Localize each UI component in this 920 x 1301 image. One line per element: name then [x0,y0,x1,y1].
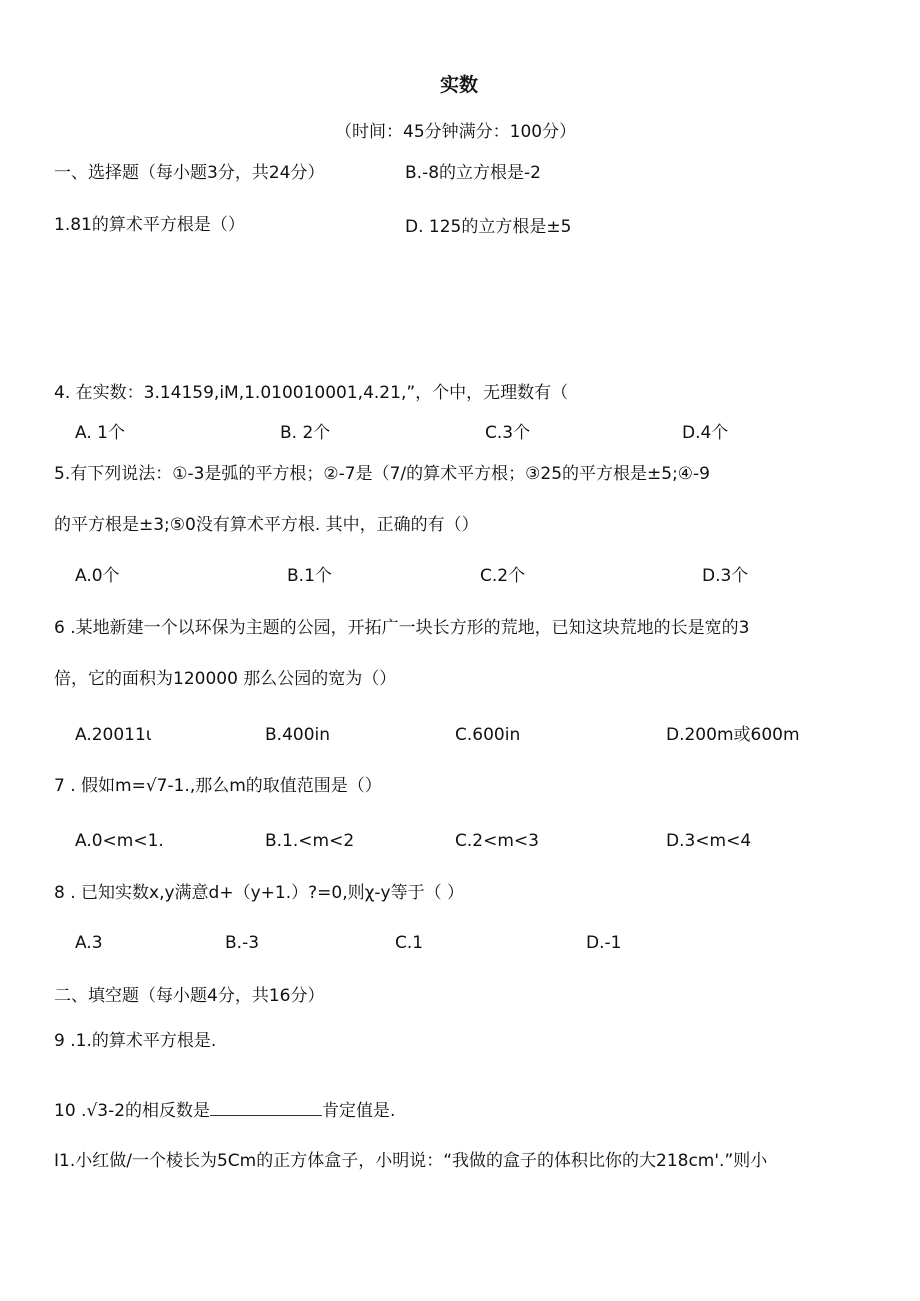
option-a: A.0个 [75,566,120,586]
section-heading-fill: 二、填空题（每小题4分，共16分） [54,986,325,1006]
question-5-line1: 5.有下列说法：①-3是弧的平方根；②-7是（7/的算术平方根；③25的平方根是±5;④-9 [54,464,710,484]
question-9: 9 .1.的算术平方根是. [54,1031,217,1051]
option-a: A. 1个 [75,423,125,443]
option-b: B.1.<m<2 [265,831,355,851]
question-10-text: 10 .√3-2的相反数是 [54,1101,211,1121]
question-6-line1: 6 .某地新建一个以环保为主题的公园，开拓广一块长方形的荒地，已知这块荒地的长是宽的3 [54,618,750,638]
question-8: 8 . 已知实数x,y满意d+（y+1.）?=0,则χ-y等于（ ） [54,883,465,903]
question-5-line2: 的平方根是±3;⑤0没有算术平方根. 其中，正确的有（） [54,515,479,535]
option-c: C.600in [455,725,521,745]
question-6-line2: 倍，它的面积为120000 那么公园的宽为（） [54,669,397,689]
option-text: B.-8的立方根是-2 [405,163,541,183]
question-7: 7 . 假如m=√7-1.,那么m的取值范围是（） [54,776,382,796]
option-b: B.-3 [225,933,260,953]
question-4: 4. 在实数：3.14159,iM,1.010010001,4.21,”，个中，无理数有（ [54,383,569,403]
option-c: C.1 [395,933,424,953]
question-1: 1.81的算术平方根是（） [54,215,245,235]
option-d: D.3个 [702,566,749,586]
option-d: D.4个 [682,423,729,443]
exam-info: （时间：45分钟满分：100分） [335,122,577,142]
option-a: A.0<m<1. [75,831,164,851]
option-c: C.3个 [485,423,531,443]
option-c: C.2个 [480,566,526,586]
option-d: D.3<m<4 [666,831,752,851]
option-b: B.400in [265,725,331,745]
answer-blank [210,1114,322,1116]
option-a: A.20011ι [75,725,152,745]
option-d: D.-1 [586,933,622,953]
page-title: 实数 [440,74,479,96]
option-text: D. 125的立方根是±5 [405,217,572,237]
option-b: B.1个 [287,566,332,586]
option-b: B. 2个 [280,423,331,443]
section-heading-choice: 一、选择题（每小题3分，共24分） [54,163,325,183]
option-c: C.2<m<3 [455,831,539,851]
question-10-text-end: 肯定值是. [322,1101,396,1121]
question-10 [54,1103,395,1120]
question-11: I1.小红做/一个棱长为5Cm的正方体盒子，小明说：“我做的盒子的体积比你的大218cm'.”则小 [54,1151,768,1171]
option-d: D.200m或600m [666,725,800,745]
option-a: A.3 [75,933,103,953]
